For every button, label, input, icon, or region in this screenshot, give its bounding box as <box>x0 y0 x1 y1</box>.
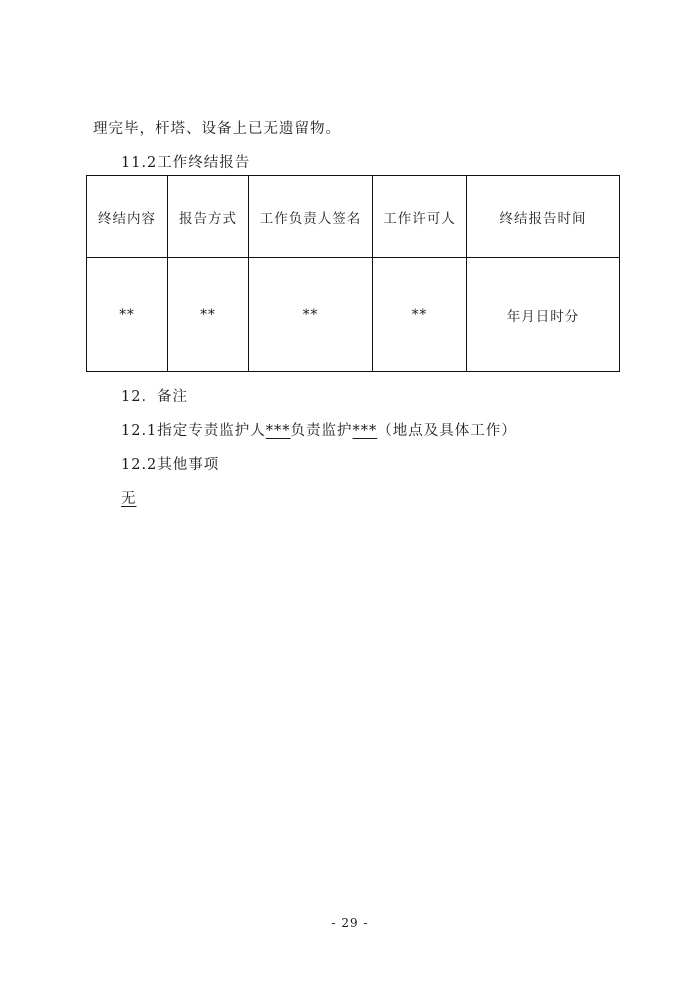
work-termination-report-table <box>86 175 620 372</box>
section-11-2-title: 11.2工作终结报告 <box>121 155 251 171</box>
section-12-1-middle: 负责监护 <box>290 423 353 439</box>
other-matters-value: 无 <box>121 491 137 507</box>
header-cell-report-time: 终结报告时间 <box>467 176 620 258</box>
section-12-2-title: 12.2其他事项 <box>121 457 220 473</box>
supervisor-name: *** <box>265 423 291 439</box>
table-row <box>87 258 620 372</box>
page-number: - 29 - <box>331 916 369 930</box>
continuation-text: 理完毕，杆塔、设备上已无遗留物。 <box>93 121 341 137</box>
table-header-row <box>87 176 620 258</box>
value-cell-leader-signature: ** <box>249 258 373 372</box>
section-12-1-prefix: 12.1指定专责监护人 <box>121 423 266 439</box>
section-12-1 <box>121 421 517 441</box>
header-cell-leader-signature: 工作负责人签名 <box>249 176 373 258</box>
value-cell-report-method: ** <box>168 258 249 372</box>
header-cell-termination-content: 终结内容 <box>87 176 168 258</box>
value-cell-report-time: 年月日时分 <box>467 258 620 372</box>
supervision-place: *** <box>352 423 378 439</box>
section-12-title: 12．备注 <box>121 389 188 405</box>
section-12-1-suffix: （地点及具体工作） <box>377 423 517 439</box>
value-cell-termination-content: ** <box>87 258 168 372</box>
header-cell-report-method: 报告方式 <box>168 176 249 258</box>
value-cell-work-permitter: ** <box>373 258 467 372</box>
header-cell-work-permitter: 工作许可人 <box>373 176 467 258</box>
